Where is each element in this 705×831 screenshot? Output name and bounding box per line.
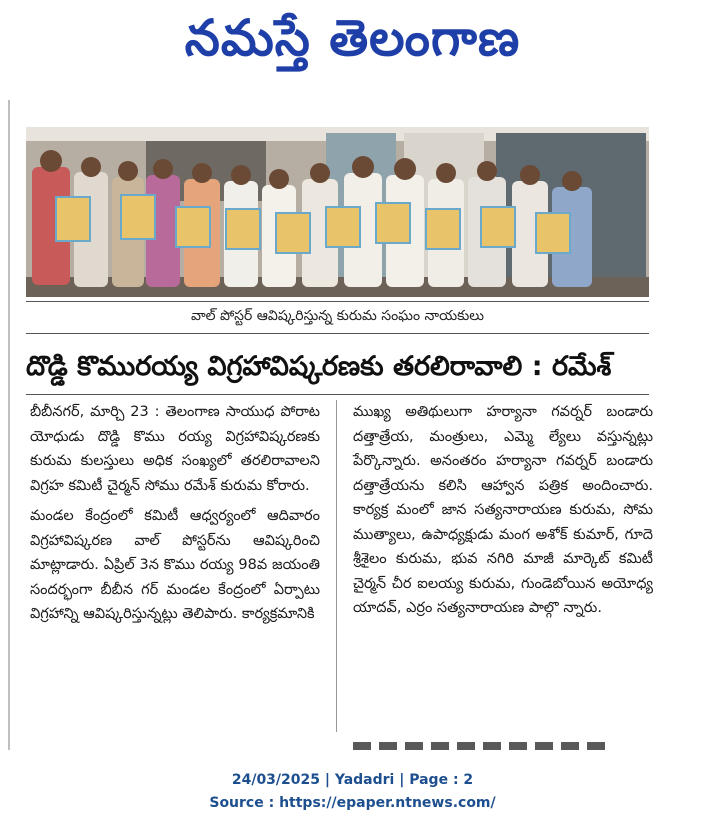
article-paragraph: ముఖ్య అతిథులుగా హర్యానా గవర్నర్ బండారు దత్తాత్రేయ, మంత్రులు, ఎమ్మె ల్యేలు వస్తున్నట్లు పేర్కొన్నారు. అనంతరం హర్యానా గవర్నర్ బండారు దత్తాత్రేయను కలిసి ఆహ్వాన పత్రిక అందించారు. కార్యక్ర మంలో జాన సత్యనారాయణ కురుమ, సోమ ముత్యాలు, ఉపాధ్యక్షుడు మంగ అశోక్ కుమార్, గూదె శ్రీశైలం కురుమ, భువ నగిరి మాజీ మార్కెట్ కమిటీ చైర్మన్ చీర ఐలయ్య కురుమ, గుండెబోయిన అయోధ్య యాదవ్, ఎర్రం సత్యనారాయణ పాల్గొ న్నారు.: [353, 404, 653, 616]
article-column-right: [353, 400, 653, 627]
next-article-cut-off: [353, 742, 613, 750]
article-headline: దొడ్డి కొమురయ్య విగ్రహావిష్కరణకు తరలిరావాలి : రమేశ్: [26, 351, 612, 382]
newspaper-title: నమస్తే తెలంగాణ: [184, 9, 521, 67]
photo-caption: వాల్ పోస్టర్ ఆవిష్కరిస్తున్న కురుమ సంఘం నాయకులు: [190, 308, 485, 324]
caption-rule-top: [26, 301, 649, 302]
column-divider: [336, 400, 337, 732]
footer-source-link[interactable]: Source : https://epaper.ntnews.com/: [209, 795, 496, 811]
headline-rule: [26, 394, 649, 395]
caption-rule-bottom: [26, 333, 649, 334]
group-photo-illustration: [26, 127, 649, 297]
footer-date-line: 24/03/2025 | Yadadri | Page : 2: [231, 772, 474, 788]
article-column-left: [30, 400, 320, 633]
news-photo: [26, 127, 649, 297]
article-paragraph: బీబీనగర్, మార్చి 23 : తెలంగాణ సాయుధ పోరాట యోధుడు దొడ్డి కొము రయ్య విగ్రహావిష్కరణకు కురుమ కులస్తులు అధిక సంఖ్యలో తరలిరావాలని విగ్రహ కమిటీ చైర్మన్ సోము రమేశ్ కురుమ కోరారు.: [30, 404, 320, 494]
article-paragraph: మండల కేంద్రంలో కమిటీ ఆధ్వర్యంలో ఆదివారం విగ్రహావిష్కరణ వాల్ పోస్టర్‌ను ఆవిష్కరించి మాట్లాడారు. ఏప్రిల్ 3న కొము రయ్య 98వ జయంతి సందర్భంగా బీబీన గర్ మండల కేంద్రంలో ఏర్పాటు విగ్రహాన్ని ఆవిష్కరిస్తున్నట్లు తెలిపారు. కార్యక్రమానికి: [30, 508, 320, 622]
masthead: [0, 0, 705, 78]
